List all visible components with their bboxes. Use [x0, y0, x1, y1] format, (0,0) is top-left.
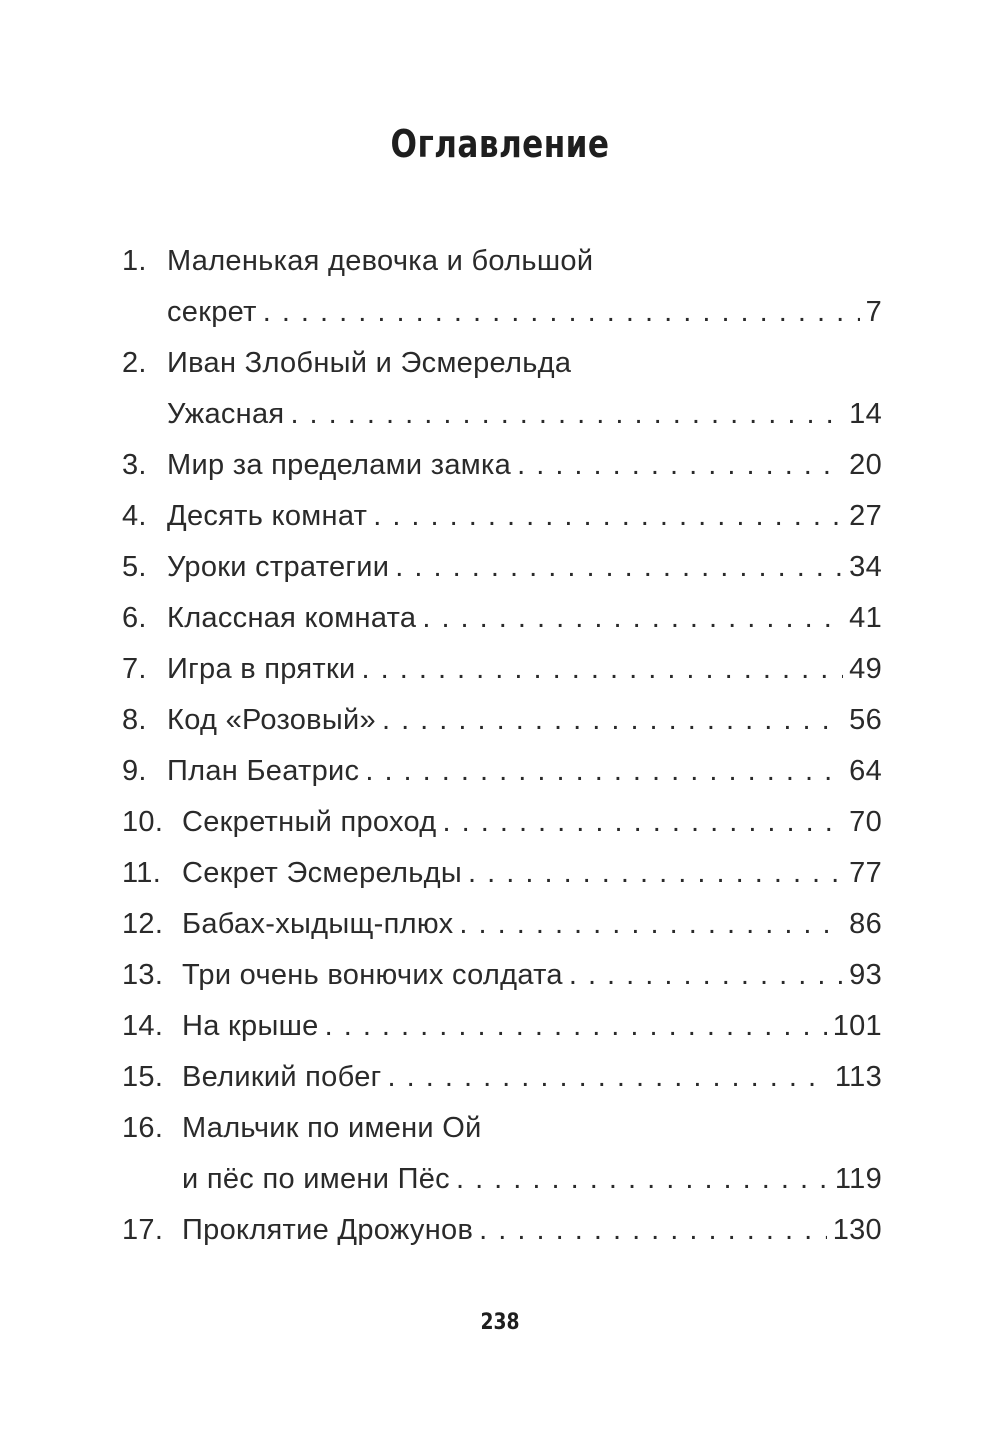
dot-leader [569, 950, 843, 1001]
toc-entry-number: 10. [122, 806, 164, 838]
toc-entry-number: 5. [122, 551, 147, 583]
toc-entry-title: Код «Розовый» [167, 704, 376, 736]
toc-entry-line [122, 593, 882, 644]
dot-leader [422, 593, 843, 644]
toc-entry-line [122, 695, 882, 746]
toc-entry-title: Игра в прятки [167, 653, 356, 685]
dot-leader [325, 1001, 827, 1052]
toc-entry-line [122, 440, 882, 491]
toc-entry-page: 14 [849, 398, 882, 430]
toc-entry-page: 27 [849, 500, 882, 532]
toc-entry-page: 101 [832, 1010, 882, 1042]
toc-entry-title: Классная комната [167, 602, 417, 634]
toc-entry-title: Секрет Эсмерельды [182, 857, 462, 889]
toc-entry-number: 15. [122, 1061, 164, 1093]
toc-entry-title: Маленькая девочка и большой [167, 245, 594, 277]
toc-entry-title: и пёс по имени Пёс [182, 1163, 450, 1195]
toc-entry-line [122, 899, 882, 950]
toc-entry-title: Великий побег [182, 1061, 382, 1093]
toc-entry-title: Ужасная [167, 398, 285, 430]
page-title: Оглавление [390, 122, 610, 166]
toc-entry-line [122, 287, 882, 338]
toc-entry-line [122, 236, 882, 287]
toc-entry-title: Десять комнат [167, 500, 368, 532]
toc-entry-page: 130 [832, 1214, 882, 1246]
toc-entry-number: 12. [122, 908, 164, 940]
toc-entry-number: 7. [122, 653, 147, 685]
toc-entry-title: Бабах-хыдыщ-плюх [182, 908, 454, 940]
dot-leader [442, 797, 843, 848]
toc-entry-number: 16. [122, 1112, 164, 1144]
dot-leader [373, 491, 843, 542]
toc-entry-line [122, 542, 882, 593]
toc-entry-page: 93 [849, 959, 882, 991]
toc-entry-line [122, 338, 882, 389]
toc-entry-number: 9. [122, 755, 147, 787]
toc-entry-title: На крыше [182, 1010, 319, 1042]
toc-entry-title: План Беатрис [167, 755, 360, 787]
dot-leader [395, 542, 843, 593]
toc-entry-line [122, 491, 882, 542]
dot-leader [382, 695, 843, 746]
toc-entry-title: Иван Злобный и Эсмерельда [167, 347, 572, 379]
toc-entry-line [122, 389, 882, 440]
dot-leader [388, 1052, 829, 1103]
toc-entry-page: 41 [849, 602, 882, 634]
toc-entry-number: 3. [122, 449, 147, 481]
toc-entry-line [122, 1205, 882, 1256]
toc-entry-page: 49 [849, 653, 882, 685]
toc-entry-page: 20 [849, 449, 882, 481]
dot-leader [263, 287, 860, 338]
dot-leader [290, 389, 843, 440]
toc-entry-page: 77 [849, 857, 882, 889]
toc-entry-line [122, 797, 882, 848]
toc-entry-page: 56 [849, 704, 882, 736]
dot-leader [459, 899, 843, 950]
dot-leader [365, 746, 843, 797]
toc-entry-number: 17. [122, 1214, 164, 1246]
toc-entry-page: 7 [865, 296, 882, 328]
page-number: 238 [480, 1310, 520, 1335]
toc-entry-line [122, 1154, 882, 1205]
toc-entry-number: 6. [122, 602, 147, 634]
toc-entry-title: Мальчик по имени Ой [182, 1112, 482, 1144]
toc-entry-number: 2. [122, 347, 147, 379]
toc-entry-page: 86 [849, 908, 882, 940]
toc-entry-number: 1. [122, 245, 147, 277]
dot-leader [361, 644, 843, 695]
dot-leader [517, 440, 843, 491]
toc-entry-line [122, 1052, 882, 1103]
toc-entry-line [122, 746, 882, 797]
toc-entry-title: Уроки стратегии [167, 551, 390, 583]
toc-entry-number: 11. [122, 857, 162, 889]
toc-entry-number: 4. [122, 500, 147, 532]
toc-entry-number: 8. [122, 704, 147, 736]
toc-entry-line [122, 644, 882, 695]
toc-entry-title: секрет [167, 296, 257, 328]
toc-entry-page: 119 [834, 1163, 882, 1195]
dot-leader [456, 1154, 829, 1205]
toc-entry-page: 64 [849, 755, 882, 787]
toc-entry-line [122, 848, 882, 899]
dot-leader [479, 1205, 827, 1256]
toc-entry-title: Три очень вонючих солдата [182, 959, 563, 991]
toc-entry-line [122, 1001, 882, 1052]
toc-entry-page: 113 [834, 1061, 882, 1093]
toc-entry-title: Проклятие Дрожунов [182, 1214, 474, 1246]
toc-entry-number: 13. [122, 959, 164, 991]
toc-entry-title: Секретный проход [182, 806, 437, 838]
toc-entry-title: Мир за пределами замка [167, 449, 512, 481]
toc-entry-number: 14. [122, 1010, 164, 1042]
toc-entry-line [122, 1103, 882, 1154]
toc-entry-line [122, 950, 882, 1001]
toc-entry-page: 70 [849, 806, 882, 838]
dot-leader [468, 848, 843, 899]
table-of-contents [122, 236, 882, 1256]
toc-entry-page: 34 [849, 551, 882, 583]
